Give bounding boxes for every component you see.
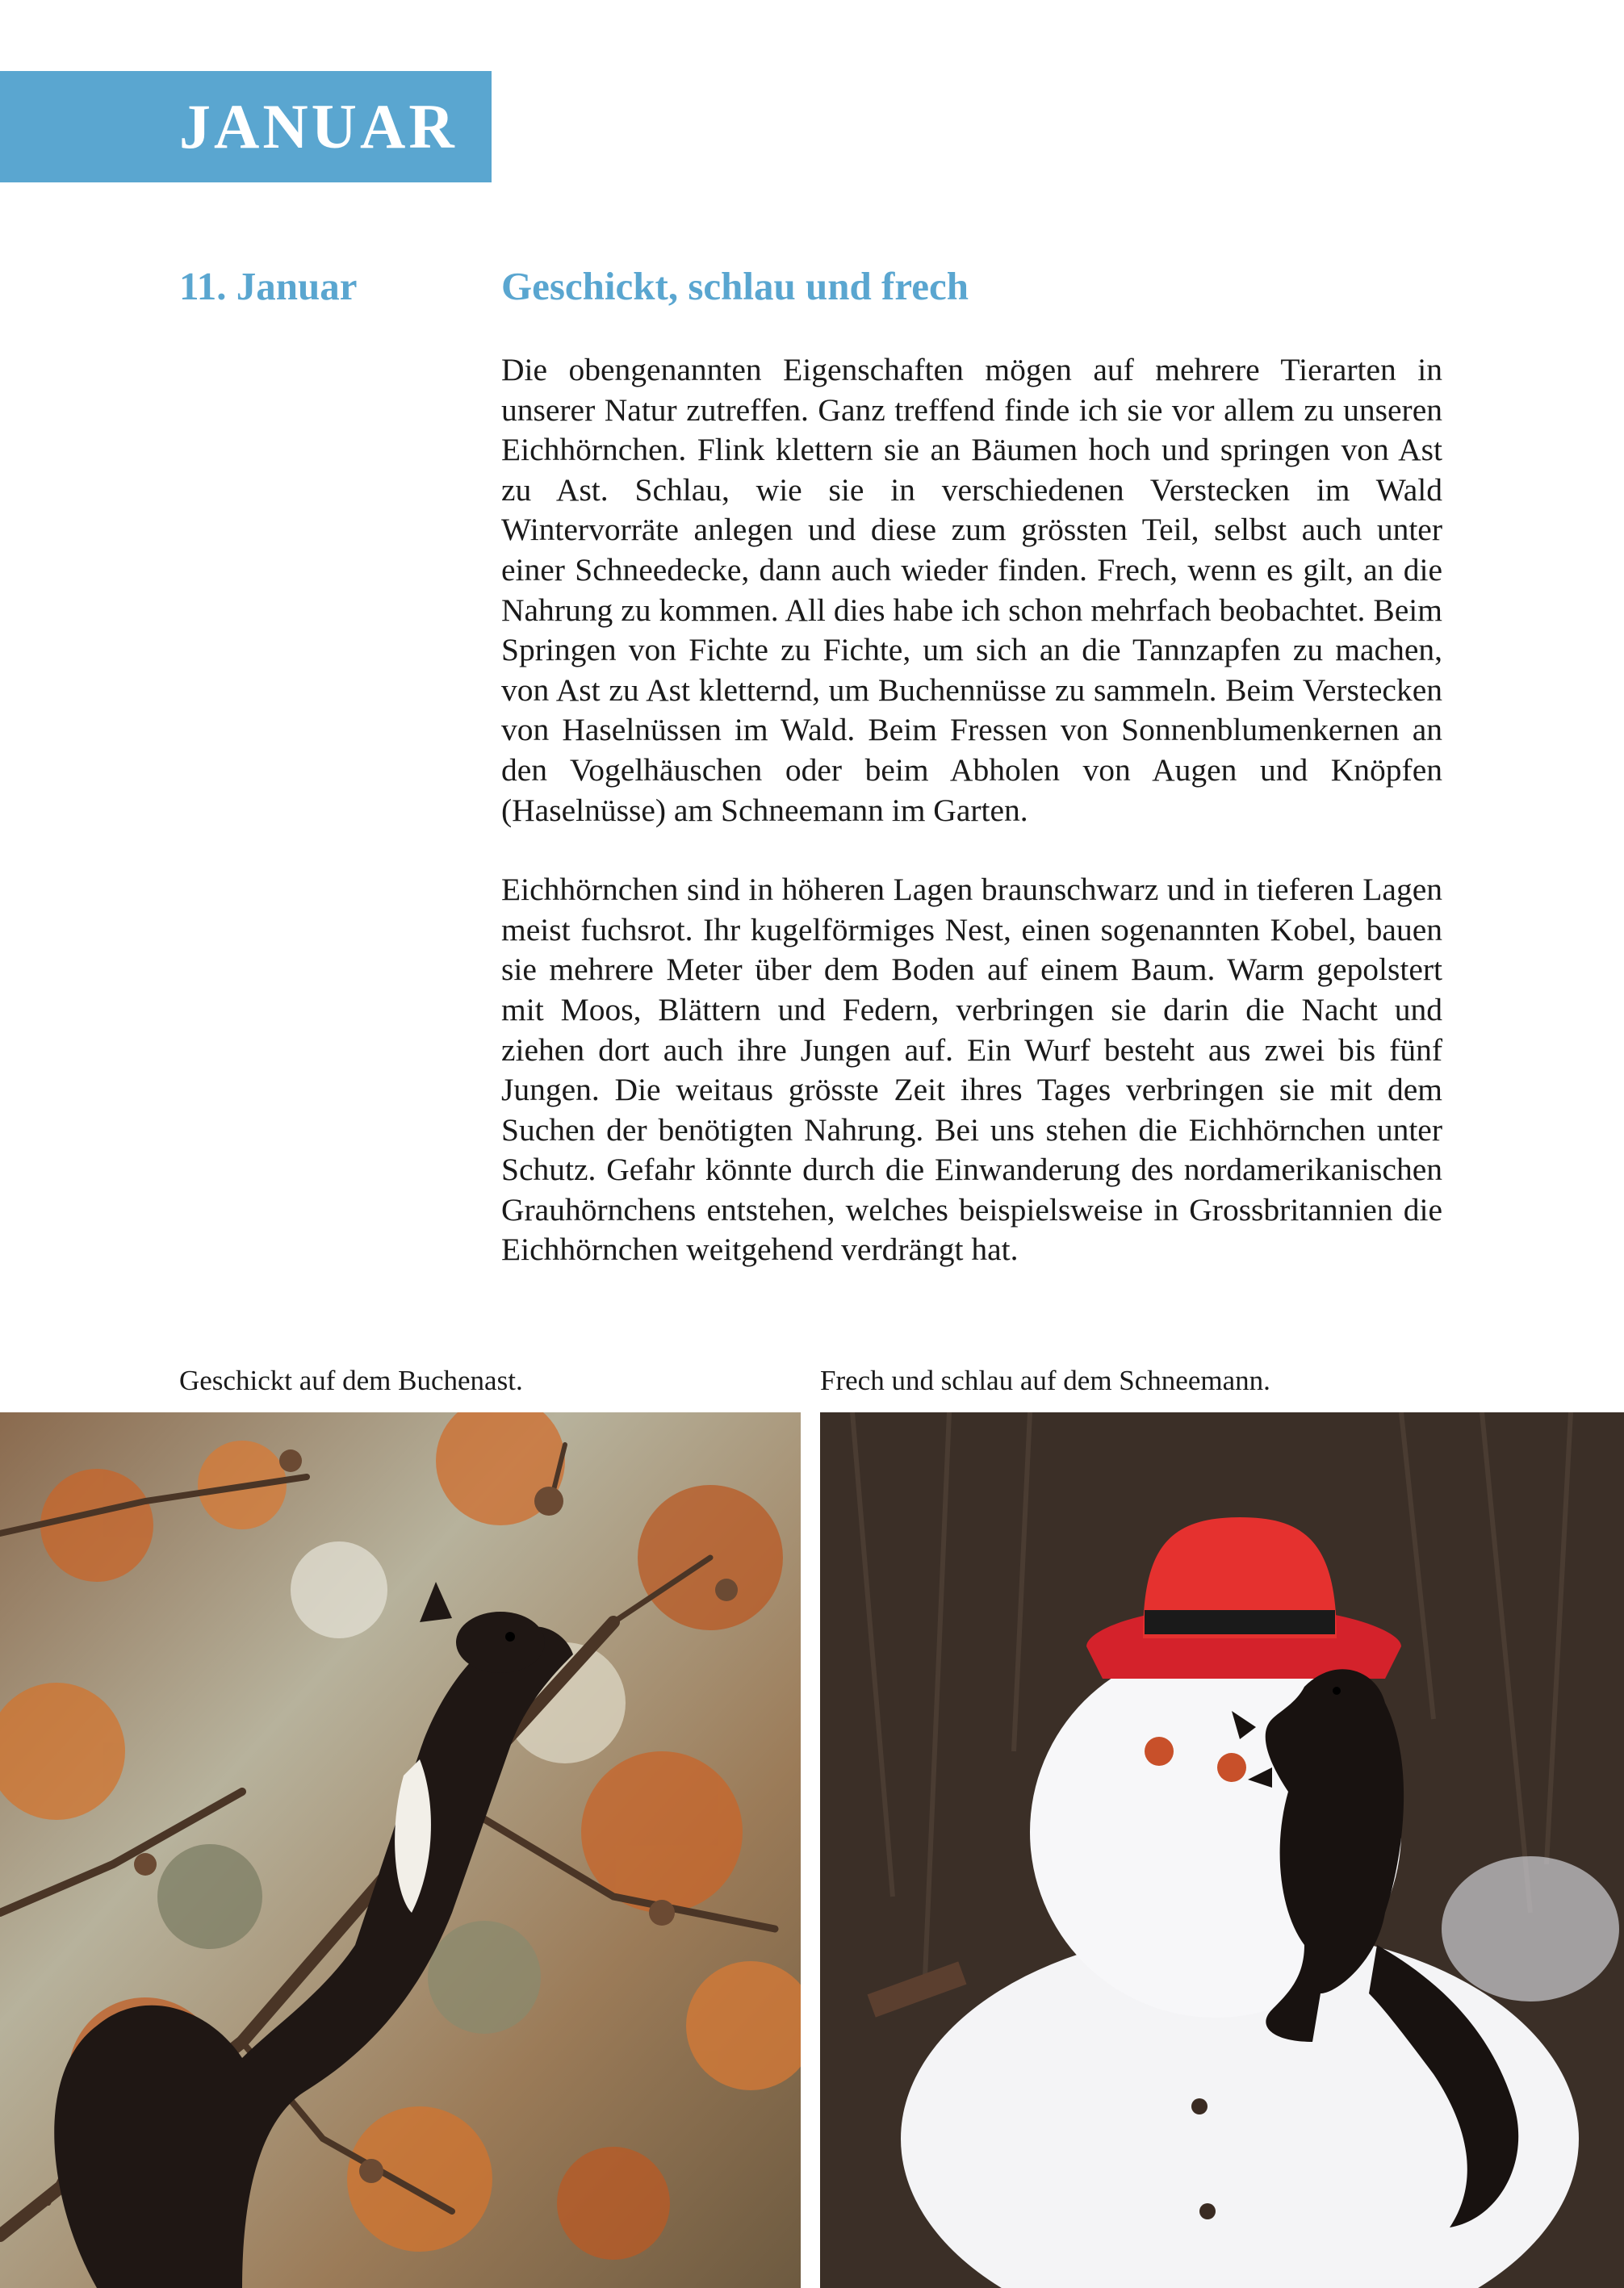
- entry-date: 11. Januar: [179, 264, 358, 308]
- photo-squirrel-snowman: [820, 1412, 1624, 2288]
- body-paragraph: Eichhörnchen sind in höheren Lagen braunschwarz und in tieferen Lagen meist fuchsrot. Ihr kugelförmiges Nest, einen sogenannten Kobel, bauen sie mehrere Meter über dem Boden auf einem Baum. Warm gepolstert mit Moos, Blättern und Federn, verbringen sie darin die Nacht und ziehen dort auch ihre Jungen auf. Ein Wurf besteht aus zwei bis fünf Jungen. Die weitaus grösste Zeit ihres Tages verbringen sie mit dem Suchen der benötigten Nahrung. Bei uns stehen die Eichhörnchen unter Schutz. Gefahr könnte durch die Einwanderung des nordamerikanischen Grauhörnchens entstehen, welches beispielsweise in Grossbritannien die Eichhörnchen weitgehend verdrängt hat.: [501, 872, 1442, 1268]
- photo-caption-right: Frech und schlau auf dem Schneemann.: [820, 1365, 1270, 1396]
- photo-squirrel-beech-branch: [0, 1412, 801, 2288]
- squirrel-branch-illustration: [0, 1412, 801, 2288]
- snowman-illustration: [820, 1412, 1624, 2288]
- entry-title: Geschickt, schlau und frech: [501, 264, 969, 308]
- photo-caption-left: Geschickt auf dem Buchenast.: [179, 1365, 523, 1396]
- body-paragraph: Die obengenannten Eigenschaften mögen auf mehrere Tierarten in unserer Natur zutreffen. Ganz treffend finde ich sie vor allem zu unseren Eichhörnchen. Flink klettern sie an Bäumen hoch und springen von Ast zu Ast. Schlau, wie sie in verschiedenen Verstecken im Wald Wintervorräte anlegen und diese zum grössten Teil, selbst auch unter einer Schneedecke, dann auch wieder finden. Frech, wenn es gilt, an die Nahrung zu kommen. All dies habe ich schon mehrfach beobachtet. Beim Springen von Fichte zu Fichte, um sich an die Tannzapfen zu machen, von Ast zu Ast kletternd, um Buchennüsse zu sammeln. Beim Verstecken von Haselnüssen im Wald. Beim Fressen von Sonnenblumenkernen an den Vogelhäuschen oder beim Abholen von Augen und Knöpfen (Haselnüsse) am Schneemann im Garten.: [501, 352, 1442, 828]
- month-header-band: [0, 71, 492, 182]
- entry-body: [501, 350, 1442, 1310]
- month-title: JANUAR: [179, 91, 458, 161]
